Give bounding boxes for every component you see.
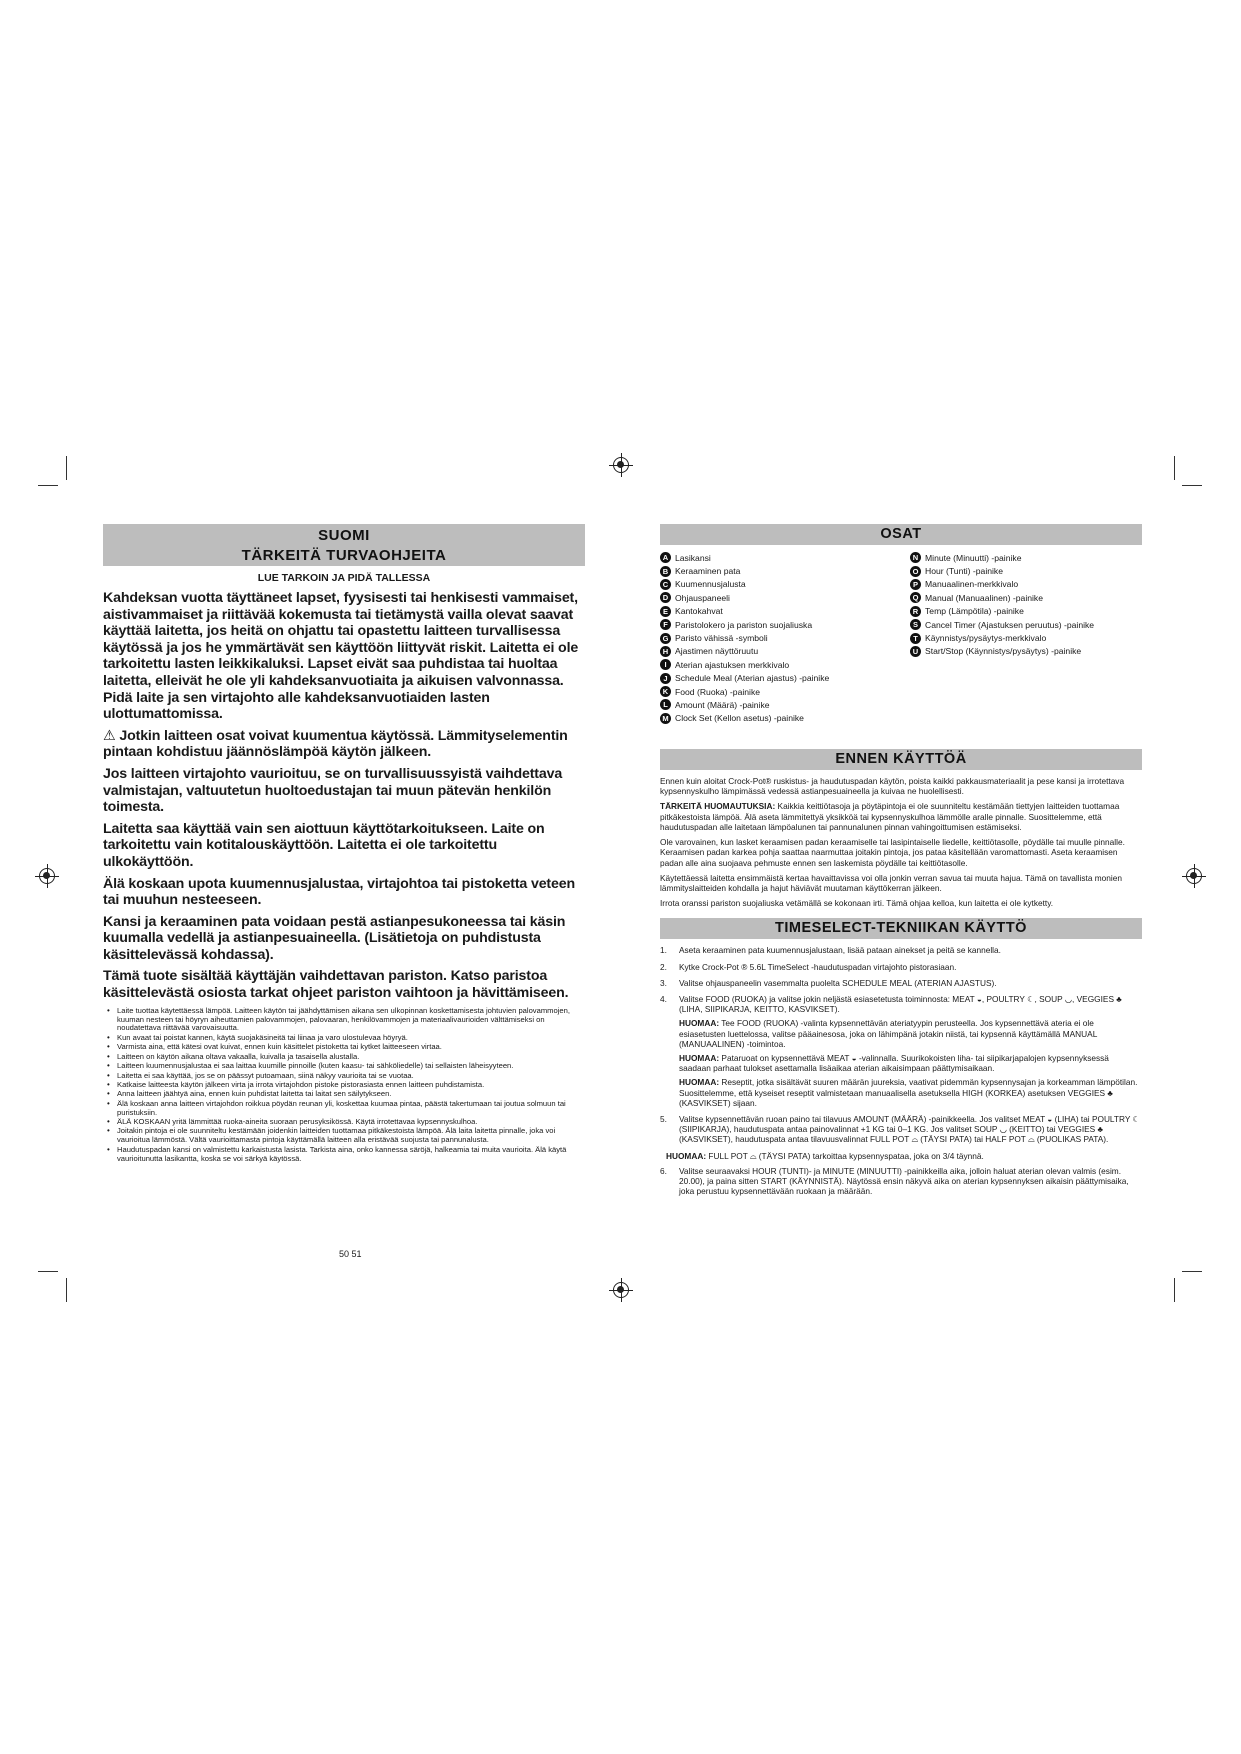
part-badge-icon: I [660,659,671,670]
section-title: TÄRKEITÄ TURVAOHJEITA [241,547,447,564]
safety-paragraph: Jos laitteen virtajohto vaurioituu, se on turvallisuussyistä vaihdettava valmistajan, valtuutetun huoltoedustajan tai muun pätevän henkilön toimesta. [103,765,563,816]
list-item: • Kun avaat tai poistat kannen, käytä suojakäsineitä tai liinaa ja varo ulostulevaa höyryä. [117,1034,585,1043]
part-label: Lasikansi [675,552,711,563]
part-item [660,712,910,725]
part-item [910,551,1142,564]
crop-mark [1174,456,1175,480]
safety-paragraph: Älä koskaan upota kuumennusjalustaa, virtajohtoa tai pistoketta veteen tai muuhun nesteeseen. [103,875,576,909]
list-item: • Laitteen on käytön aikana oltava vakaalla, kuivalla ja tasaisella alustalla. [117,1053,585,1062]
list-item: • Anna laitteen jäähtyä aina, ennen kuin puhdistat laitetta tai laitat sen säilytykseen. [117,1090,585,1099]
language-title: SUOMI [318,527,370,544]
crop-mark [38,1271,58,1272]
safety-paragraph: ⚠ Jotkin laitteen osat voivat kuumentua käytössä. Lämmityselementin pintaan kohdistuu jäännöslämpöä käytön jälkeen. [103,727,568,761]
part-item [910,591,1142,604]
registration-mark-icon [1186,868,1202,884]
notes-text: Kaikkia keittiötasoja ja pöytäpintoja ei ole suunniteltu kestämään tiettyjen laitteiden tuottamaa pitkäkestoista lämpöä. Älä aseta lämmitettyä yksikköä tai kypsennyskulhoa lämmölle aralle pinnalle. Suosittelemme, että haudutuspadan alle laitetaan lämpöalunen tai pannunalunen pinnan vahingoittumisen estämiseksi. [660,801,1120,832]
part-label: Ajastimen näyttöruutu [675,646,759,657]
page-numbers: 50 51 [339,1249,362,1259]
step-text: Aseta keraaminen pata kuumennusjalustaan, lisää pataan ainekset ja peitä se kannella. [679,945,1001,956]
crop-mark [66,456,67,480]
part-badge-icon: G [660,633,671,644]
safety-column [103,524,585,1164]
note-label: HUOMAA: [679,1077,720,1088]
crop-mark [1182,485,1202,486]
note-label: HUOMAA: [679,1018,720,1029]
part-item [660,618,910,631]
fullpot-note [666,1151,1142,1161]
language-header [103,524,585,566]
safety-paragraph: Tämä tuote sisältää käyttäjän vaihdettavan pariston. Katso paristoa käsittelevästä osiosta tarkat ohjeet pariston vaihtoon ja hävittämiseen. [103,968,569,1002]
registration-mark-icon [613,1282,629,1298]
step-number: 3. [660,977,667,988]
part-badge-icon: K [660,686,671,697]
part-item [660,645,910,658]
step-text: Kytke Crock-Pot ® 5.6L TimeSelect -haudutuspadan virtajohto pistorasiaan. [679,961,957,972]
part-item [910,631,1142,644]
before-use-paragraph: Irrota oranssi pariston suojaliuska vetämällä se kokonaan irti. Tämä ohjaa kelloa, kun laitetta ei ole kytketty. [660,898,1054,909]
part-badge-icon: C [660,579,671,590]
before-use-paragraph: Käytettäessä laitetta ensimmäistä kertaa havaittavissa voi olla jonkin verran savua tai muuta hajua. Tämä on tavallista monien lämmityslaitteiden kohdalla ja hajut häviävät muutaman käyttökerran jälkeen. [660,872,1122,893]
part-item [660,551,910,564]
list-item: • Älä koskaan anna laitteen virtajohdon roikkua pöydän reunan yli, koskettaa kuumaa pintaa, päästä takertumaan tai joutua solmuun tai puristuksiin. [117,1100,585,1118]
part-item [660,685,910,698]
registration-mark-icon [613,457,629,473]
part-badge-icon: R [910,606,921,617]
registration-mark-icon [39,868,55,884]
step-text: Valitse FOOD (RUOKA) ja valitse jokin neljästä esiasetetusta toiminnosta: MEAT ◒, POULTRY ☾, SOUP ◡, VEGGIES ♣ (LIHA, SIIPIKARJA, KEITTO, KASVIKSET). [679,993,1122,1015]
step-note [679,1077,1142,1108]
part-label: Cancel Timer (Ajastuksen peruutus) -painike [925,619,1095,630]
crop-mark [1174,1278,1175,1302]
part-item [660,631,910,644]
part-item [660,591,910,604]
part-label: Käynnistys/pysäytys-merkkivalo [925,633,1047,644]
parts-title: OSAT [660,524,1142,545]
timeselect-title: TIMESELECT-TEKNIIKAN KÄYTTÖ [660,918,1142,939]
part-label: Amount (Määrä) -painike [675,699,770,710]
step-item [660,1114,1142,1145]
part-badge-icon: Q [910,592,921,603]
part-badge-icon: O [910,566,921,577]
note-label: HUOMAA: [666,1150,707,1161]
part-item [660,564,910,577]
part-label: Hour (Tunti) -painike [925,566,1004,577]
part-item [660,578,910,591]
part-badge-icon: N [910,552,921,563]
part-badge-icon: S [910,619,921,630]
part-label: Clock Set (Kellon asetus) -painike [675,713,804,724]
part-label: Keraaminen pata [675,566,741,577]
parts-column-2 [910,551,1142,725]
note-label: HUOMAA: [679,1052,720,1063]
parts-column-1 [660,551,910,725]
part-badge-icon: B [660,566,671,577]
part-label: Ohjauspaneeli [675,592,730,603]
part-item [660,698,910,711]
list-item: • Laitetta ei saa käyttää, jos se on päässyt putoamaan, siinä näkyy vaurioita tai se vuotaa. [117,1072,585,1081]
part-item [660,658,910,671]
part-label: Temp (Lämpötila) -painike [925,606,1024,617]
step-item [660,945,1142,955]
instructions-column [660,524,1142,1202]
part-item [910,605,1142,618]
part-badge-icon: T [910,633,921,644]
step-number: 5. [660,1113,667,1124]
part-badge-icon: J [660,673,671,684]
step-text: Valitse kypsennettävän ruoan paino tai tilavuus AMOUNT (MÄÄRÄ) -painikkeella. Jos valitset MEAT ◒ (LIHA) tai POULTRY ☾ (SIIPIKARJA), haudutuspata antaa painovalinnat +1 KG tai 0–1 KG. Jos valitset SOUP ◡ (KEITTO) tai VEGGIES ♣ (KASVIKSET), haudutuspata antaa tilavuusvalinnat FULL POT ⌓ (TÄYSI PATA) tai HALF POT ⌓ (PUOLIKAS PATA). [679,1113,1140,1145]
list-item: • Joitakin pintoja ei ole suunniteltu kestämään joidenkin laitteiden tuottamaa pitkäkestoista lämpöä. Älä laita laitetta pinnalle, joka voi vaurioitua lämmöstä. Vältä vaurioittamasta pintoja käyttämällä laitteen alla eristävää suojusta tai pannunalusta. [117,1127,585,1145]
before-use-title: ENNEN KÄYTTÖÄ [660,749,1142,770]
crop-mark [66,1278,67,1302]
part-badge-icon: U [910,646,921,657]
part-badge-icon: E [660,606,671,617]
part-item [660,672,910,685]
part-label: Food (Ruoka) -painike [675,686,761,697]
part-badge-icon: M [660,713,671,724]
part-item [660,605,910,618]
part-badge-icon: A [660,552,671,563]
safety-bullet-list [103,1007,585,1164]
step-note [679,1018,1142,1049]
crop-mark [1182,1271,1202,1272]
part-label: Start/Stop (Käynnistys/pysäytys) -painike [925,646,1082,657]
list-item: • Laite tuottaa käytettäessä lämpöä. Laitteen käytön tai jäähdyttämisen aikana sen ulkopinnan koskettamisesta johtuvien palovammojen, kuuman nesteen tai höyryn aiheuttamien palovammojen, palovaaran, henkilövammojen ja materiaalivaurioiden välttämiseksi on noudatettava riittävää varovaisuutta. [117,1007,585,1034]
step-text: Valitse ohjauspaneelin vasemmalta puolelta SCHEDULE MEAL (ATERIAN AJASTUS). [679,977,997,988]
note-text: Tee FOOD (RUOKA) -valinta kypsennettävän ateriatyypin perusteella. Jos kypsennettävä ateria ei ole esiasetusten luettelossa, valitse pääainesosa, joka on lähimpänä jotakin niistä, tai kypsennä käyttämällä MANUAL (MANUAALINEN) -toimintoa. [679,1018,1097,1049]
parts-list [660,551,1142,725]
note-text: Reseptit, jotka sisältävät suuren määrän juureksia, vaativat pidemmän kypsennysajan ja korkeamman lämpötilan. Suosittelemme, että kyseiset reseptit valmistetaan manuaalisella asetuksella HIGH (KORKEA) asetuksen VEGGIES ♣ (KASVIKSET) sijaan. [679,1077,1138,1108]
part-label: Paristolokero ja pariston suojaliuska [675,619,813,630]
step-item [660,994,1142,1108]
step-number: 1. [660,945,667,956]
safety-paragraph: Kahdeksan vuotta täyttäneet lapset, fyysisesti tai henkisesti vammaiset, aistivammaiset ja riittävää kokemusta tai tietämystä vailla olevat saavat käyttää laitetta, jos heitä on ohjattu tai opastettu laitteen turvallisessa käytössä ja jos he ymmärtävät sen käyttöön liittyvät riskit. Laitetta ei ole tarkoitettu lasten leikkikaluksi. Lapset eivät saa puhdistaa tai huoltaa laitetta, elleivät he ole yli kahdeksanvuotiaita ja aikuisen valvonnassa. Pidä laite ja sen virtajohto alle kahdeksanvuotiaiden lasten ulottumattomissa. [103,590,579,723]
part-badge-icon: H [660,646,671,657]
list-item: • ÄLÄ KOSKAAN yritä lämmittää ruoka-aineita suoraan perusyksikössä. Käytä irrotettavaa kypsennyskulhoa. [117,1118,585,1127]
note-text: FULL POT ⌓ (TÄYSI PATA) tarkoittaa kypsennyspataa, joka on 3/4 täynnä. [706,1150,984,1161]
step-item [660,978,1142,988]
before-use-notes [660,801,1142,832]
crop-mark [38,485,58,486]
part-label: Manuaalinen-merkkivalo [925,579,1019,590]
safety-paragraph: Kansi ja keraaminen pata voidaan pestä astianpesukoneessa tai käsin kuumalla vedellä ja astianpesuaineella. (Lisätietoja on puhdistusta käsittelevässä kohdassa). [103,913,566,963]
safety-paragraph: Laitetta saa käyttää vain sen aiottuun käyttötarkoitukseen. Laite on tarkoitettu vain kotitalouskäyttöön. Laitetta ei ole tarkoitettu ulkokäyttöön. [103,820,545,870]
before-use-paragraph: Ole varovainen, kun lasket keraamisen padan keraamiselle tai lasipintaiselle liedelle, keittiötasolle, pöydälle tai muulle pinnalle. Keraamisen padan karkea pohja saattaa naarmuttaa joitakin pintoja, jos pataa käsitellään varomattomasti. Aseta keraamisen padan alle aina suojaava pehmuste ennen sen laskemista pöydälle tai keittiötasolle. [660,837,1125,868]
list-item: • Laitteen kuumennusjalustaa ei saa laittaa kuumille pinnoille (kuten kaasu- tai sähköliedelle) tai sellaisten läheisyyteen. [117,1062,585,1071]
part-label: Schedule Meal (Aterian ajastus) -painike [675,673,830,684]
part-label: Kantokahvat [675,606,723,617]
list-item: • Katkaise laitteesta käytön jälkeen virta ja irrota virtajohdon pistoke pistorasiasta ennen laitteen puhdistamista. [117,1081,585,1090]
part-item [910,645,1142,658]
step-item [660,962,1142,972]
part-label: Minute (Minuutti) -painike [925,552,1022,563]
list-item: • Haudutuspadan kansi on valmistettu karkaistusta lasista. Tarkista aina, onko kannessa säröjä, halkeamia tai muita vaurioita. Älä käytä vaurioitunutta lasikantta, koska se voi särkyä käytössä. [117,1146,585,1164]
part-badge-icon: D [660,592,671,603]
step-text: Valitse seuraavaksi HOUR (TUNTI)- ja MINUTE (MINUUTTI) -painikkeilla aika, jolloin haluat aterian olevan valmis (esim. 20.00), ja paina sitten START (KÄYNNISTÄ). Näytössä ensin näkyvä aika on aterian kypsennyksen aikaisin päättymisaika, joka perustuu kypsennettävään ruokaan ja määrään. [679,1165,1129,1197]
timeselect-steps [660,945,1142,1144]
notes-label: TÄRKEITÄ HUOMAUTUKSIA: [660,801,776,812]
part-label: Paristo vähissä -symboli [675,633,768,644]
part-item [910,618,1142,631]
part-item [910,578,1142,591]
note-text: Pataruoat on kypsennettävä MEAT ◒ -valinnalla. Suurikokoisten liha- tai siipikarjapalojen kypsennyksessä saadaan parhaat tulokset asettamalla lisäaikaa aterian aikaisimpaan päättymisaikaan. [679,1052,1109,1074]
before-use-paragraph: Ennen kuin aloitat Crock-Pot® ruskistus- ja haudutuspadan käytön, poista kaikki pakkausmateriaalit ja pese kansi ja irrotettava kypsennyskulho lämpimässä vedessä astianpesuaineella ja kuivaa ne huolellisesti. [660,776,1125,797]
part-label: Manual (Manuaalinen) -painike [925,592,1043,603]
step-number: 6. [660,1165,667,1176]
read-note: LUE TARKOIN JA PIDÄ TALLESSA [257,572,431,584]
step-number: 2. [660,961,667,972]
part-badge-icon: F [660,619,671,630]
part-label: Aterian ajastuksen merkkivalo [675,659,790,670]
part-label: Kuumennusjalusta [675,579,746,590]
step-item [660,1166,1142,1197]
part-item [910,564,1142,577]
step-note [679,1053,1142,1073]
timeselect-steps-continued [660,1166,1142,1197]
part-badge-icon: P [910,579,921,590]
part-badge-icon: L [660,699,671,710]
list-item: • Varmista aina, että kätesi ovat kuivat, ennen kuin käsittelet pistoketta tai kytket laitteeseen virtaa. [117,1043,585,1052]
step-number: 4. [660,993,667,1004]
